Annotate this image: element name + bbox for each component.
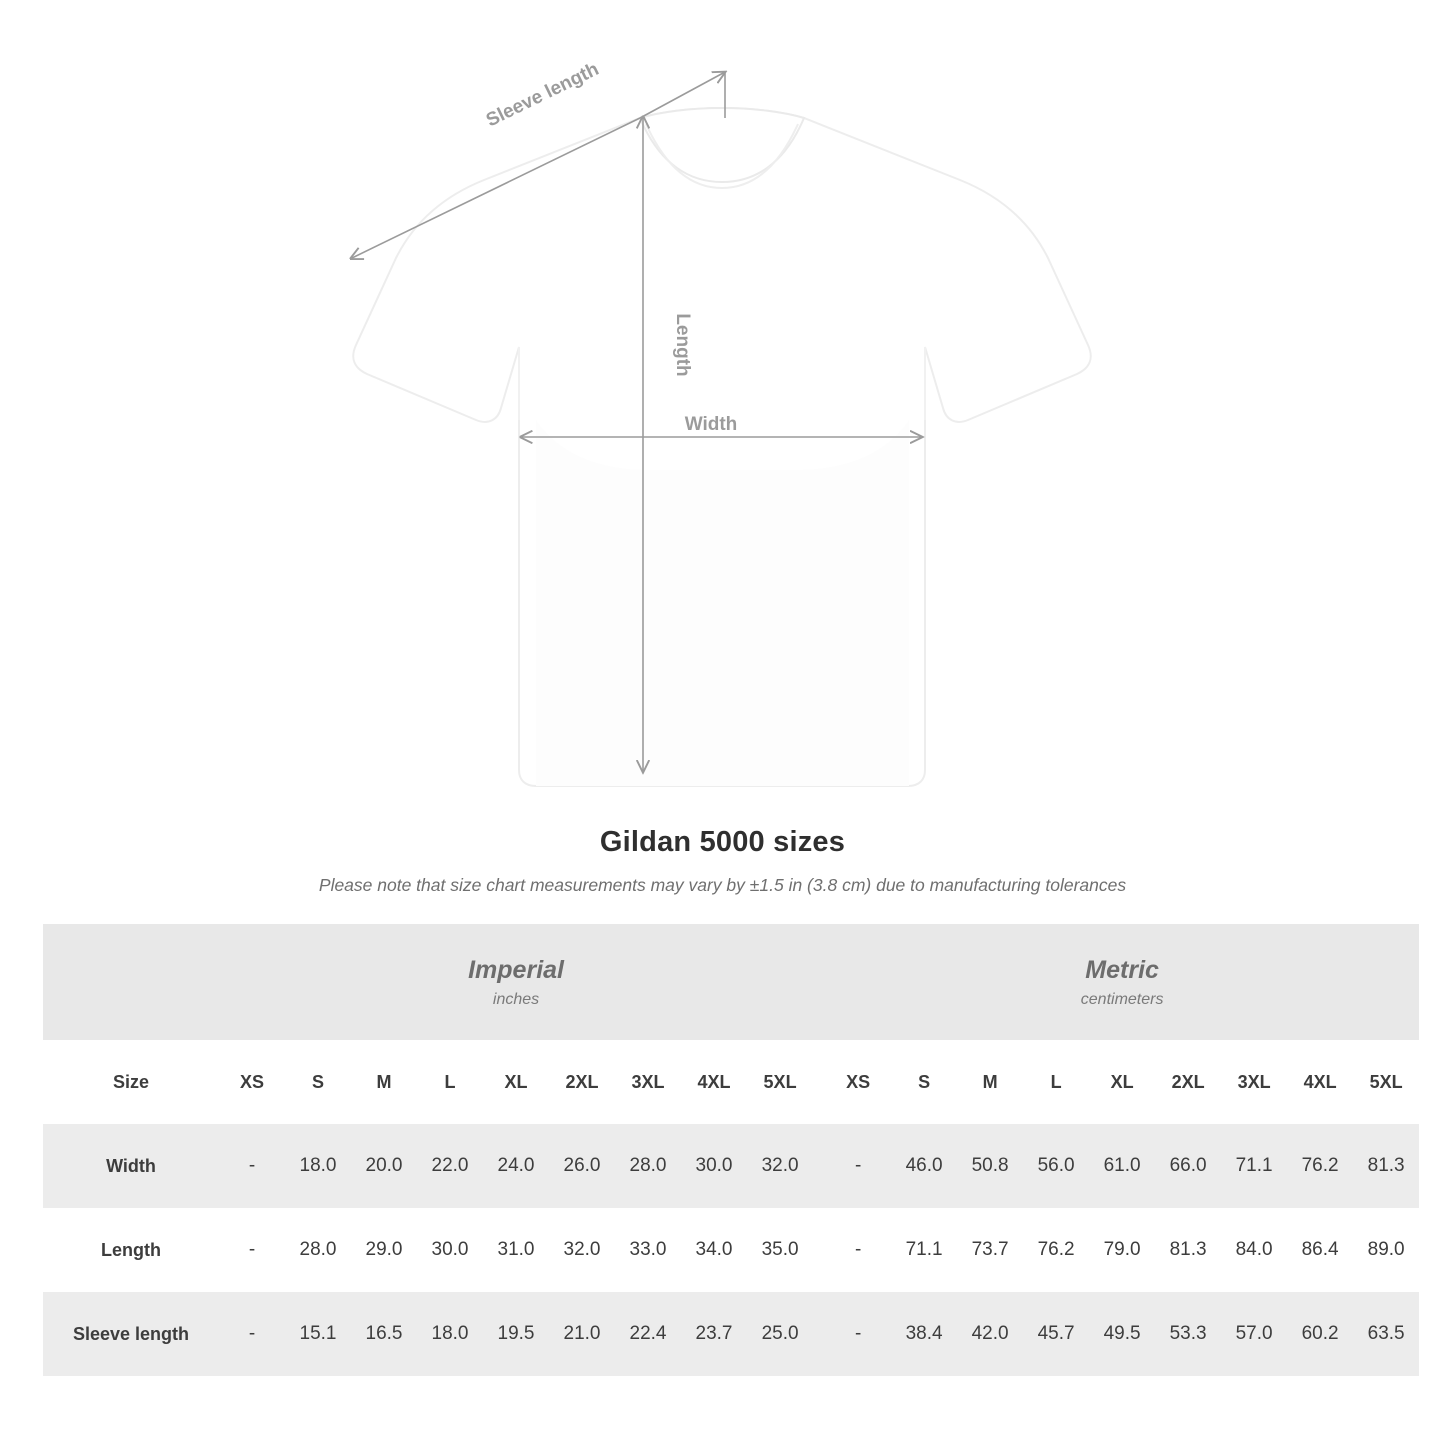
cell-length-imperial-xs: - <box>219 1208 285 1292</box>
cell-length-imperial-2xl: 32.0 <box>549 1208 615 1292</box>
cell-width-metric-3xl: 71.1 <box>1221 1124 1287 1208</box>
row-label-width: Width <box>43 1124 219 1208</box>
cell-sleeve-imperial-5xl: 25.0 <box>747 1292 813 1376</box>
size-table <box>43 924 1419 1376</box>
cell-width-imperial-3xl: 28.0 <box>615 1124 681 1208</box>
cell-length-imperial-xl: 31.0 <box>483 1208 549 1292</box>
cell-sleeve-imperial-s: 15.1 <box>285 1292 351 1376</box>
column-gap <box>813 1040 825 1124</box>
cell-sleeve-metric-l: 45.7 <box>1023 1292 1089 1376</box>
imperial-sub: inches <box>492 990 540 1008</box>
cell-sleeve-imperial-xs: - <box>219 1292 285 1376</box>
col-head-imperial-5xl: 5XL <box>747 1040 813 1124</box>
cell-sleeve-imperial-4xl: 23.7 <box>681 1292 747 1376</box>
cell-sleeve-metric-s: 38.4 <box>891 1292 957 1376</box>
metric-label: Metric <box>1085 955 1159 984</box>
unit-header-metric <box>825 924 1419 1040</box>
cell-sleeve-metric-5xl: 63.5 <box>1353 1292 1419 1376</box>
col-head-metric-s: S <box>891 1040 957 1124</box>
cell-sleeve-imperial-2xl: 21.0 <box>549 1292 615 1376</box>
cell-sleeve-imperial-xl: 19.5 <box>483 1292 549 1376</box>
cell-sleeve-metric-2xl: 53.3 <box>1155 1292 1221 1376</box>
cell-sleeve-metric-xs: - <box>825 1292 891 1376</box>
cell-length-metric-m: 73.7 <box>957 1208 1023 1292</box>
cell-width-metric-4xl: 76.2 <box>1287 1124 1353 1208</box>
col-head-imperial-m: M <box>351 1040 417 1124</box>
cell-sleeve-imperial-3xl: 22.4 <box>615 1292 681 1376</box>
column-gap <box>813 1292 825 1376</box>
col-head-imperial-xs: XS <box>219 1040 285 1124</box>
table-row <box>43 1292 1419 1376</box>
cell-width-metric-xl: 61.0 <box>1089 1124 1155 1208</box>
cell-length-imperial-s: 28.0 <box>285 1208 351 1292</box>
cell-length-metric-5xl: 89.0 <box>1353 1208 1419 1292</box>
unit-header-spacer <box>43 924 219 1040</box>
col-head-metric-4xl: 4XL <box>1287 1040 1353 1124</box>
col-head-imperial-xl: XL <box>483 1040 549 1124</box>
cell-width-metric-m: 50.8 <box>957 1124 1023 1208</box>
cell-length-imperial-4xl: 34.0 <box>681 1208 747 1292</box>
cell-width-metric-2xl: 66.0 <box>1155 1124 1221 1208</box>
col-head-metric-xl: XL <box>1089 1040 1155 1124</box>
cell-width-metric-xs: - <box>825 1124 891 1208</box>
length-label: Length <box>672 313 693 377</box>
table-row <box>43 1124 1419 1208</box>
cell-length-metric-4xl: 86.4 <box>1287 1208 1353 1292</box>
size-label: Size <box>43 1040 219 1124</box>
col-head-metric-xs: XS <box>825 1040 891 1124</box>
cell-width-imperial-2xl: 26.0 <box>549 1124 615 1208</box>
cell-width-imperial-4xl: 30.0 <box>681 1124 747 1208</box>
cell-width-metric-l: 56.0 <box>1023 1124 1089 1208</box>
cell-length-imperial-l: 30.0 <box>417 1208 483 1292</box>
tolerance-note: Please note that size chart measurements may vary by ±1.5 in (3.8 cm) due to manufacturing tolerances <box>318 875 1127 895</box>
col-head-imperial-4xl: 4XL <box>681 1040 747 1124</box>
cell-sleeve-metric-3xl: 57.0 <box>1221 1292 1287 1376</box>
imperial-label: Imperial <box>468 955 564 984</box>
cell-length-metric-xl: 79.0 <box>1089 1208 1155 1292</box>
cell-sleeve-metric-m: 42.0 <box>957 1292 1023 1376</box>
col-head-imperial-s: S <box>285 1040 351 1124</box>
cell-length-imperial-5xl: 35.0 <box>747 1208 813 1292</box>
cell-width-metric-5xl: 81.3 <box>1353 1124 1419 1208</box>
cell-width-imperial-5xl: 32.0 <box>747 1124 813 1208</box>
cell-length-metric-3xl: 84.0 <box>1221 1208 1287 1292</box>
unit-header-imperial <box>219 924 813 1040</box>
page-title: Gildan 5000 sizes <box>599 826 846 858</box>
cell-width-imperial-m: 20.0 <box>351 1124 417 1208</box>
cell-length-imperial-m: 29.0 <box>351 1208 417 1292</box>
col-head-imperial-2xl: 2XL <box>549 1040 615 1124</box>
heading-block <box>0 826 1445 896</box>
unit-header-row <box>43 924 1419 1040</box>
cell-width-imperial-s: 18.0 <box>285 1124 351 1208</box>
cell-length-metric-s: 71.1 <box>891 1208 957 1292</box>
tshirt-shape <box>353 108 1090 786</box>
cell-sleeve-metric-4xl: 60.2 <box>1287 1292 1353 1376</box>
cell-sleeve-metric-xl: 49.5 <box>1089 1292 1155 1376</box>
cell-width-imperial-l: 22.0 <box>417 1124 483 1208</box>
cell-length-metric-xs: - <box>825 1208 891 1292</box>
sleeve-length-label: Sleeve length <box>482 58 603 132</box>
size-header-row <box>43 1040 1419 1124</box>
cell-length-metric-2xl: 81.3 <box>1155 1208 1221 1292</box>
cell-width-imperial-xs: - <box>219 1124 285 1208</box>
col-head-metric-l: L <box>1023 1040 1089 1124</box>
row-label-length: Length <box>43 1208 219 1292</box>
table-row <box>43 1208 1419 1292</box>
metric-sub: centimeters <box>1080 990 1164 1008</box>
col-head-metric-5xl: 5XL <box>1353 1040 1419 1124</box>
width-label: Width <box>684 414 738 435</box>
cell-length-imperial-3xl: 33.0 <box>615 1208 681 1292</box>
cell-width-metric-s: 46.0 <box>891 1124 957 1208</box>
size-table-wrap <box>43 924 1405 1376</box>
col-head-imperial-3xl: 3XL <box>615 1040 681 1124</box>
cell-sleeve-imperial-m: 16.5 <box>351 1292 417 1376</box>
cell-length-metric-l: 76.2 <box>1023 1208 1089 1292</box>
cell-sleeve-imperial-l: 18.0 <box>417 1292 483 1376</box>
col-head-metric-2xl: 2XL <box>1155 1040 1221 1124</box>
col-head-metric-m: M <box>957 1040 1023 1124</box>
cell-width-imperial-xl: 24.0 <box>483 1124 549 1208</box>
row-label-sleeve-length: Sleeve length <box>43 1292 219 1376</box>
col-head-imperial-l: L <box>417 1040 483 1124</box>
col-head-metric-3xl: 3XL <box>1221 1040 1287 1124</box>
column-gap <box>813 1124 825 1208</box>
column-gap <box>813 1208 825 1292</box>
unit-header-gap <box>813 924 825 1040</box>
